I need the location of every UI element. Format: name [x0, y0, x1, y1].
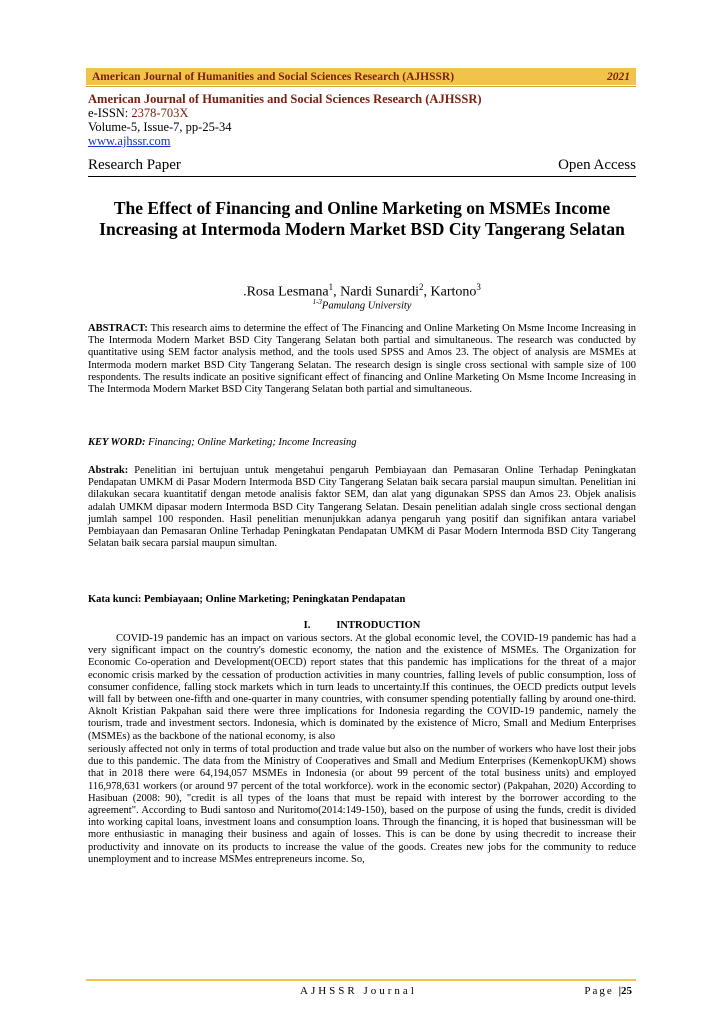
kata-kunci: Kata kunci: Pembiayaan; Online Marketing; Peningkatan Pendapatan [88, 594, 406, 605]
header-year: 2021 [607, 70, 630, 83]
abstrak [88, 465, 636, 550]
intro-paragraph-2: seriously affected not only in terms of total production and trade value but also on the number of workers who have lost their jobs due to this pandemic. The data from the Ministry of Cooperatives and Small and Medium Enterprises (KemenkopUKM) shows that in 2018 there were 64,194,057 MSMEs in Indonesia (or about 99 percent of the total business units) and employed 116,978,631 workers (or around 97 percent of the total workforce). work in the economic sector) (Pakpahan, 2020) According to Hasibuan (2008: 90), "credit is all types of the loans that must be repaid with interest by the borrower according to the agreement". According to Budi santoso and Nuritomo(2014:149-150), based on the purpose of using the funds, credit is divided into working capital loans, investment loans and consumption loans. Through the financing, it is hoped that businessman will be more enthusiastic in managing their business and again of losses. This is can be done by using thecredit to increase their productivity and innovate on its products to increase the value of the goods. Creates new jobs for the community to reduce unemployment and to increase MSMes entrepreneurs income. So, [88, 744, 636, 865]
section-heading [88, 620, 636, 631]
author-2: , Nardi Sunardi [333, 284, 420, 300]
affiliation-sup: 1-3 [312, 298, 322, 306]
meta-volume: Volume-5, Issue-7, pp-25-34 [88, 120, 232, 134]
footer-page-sep: | [618, 985, 621, 997]
journal-website-link[interactable]: www.ajhssr.com [88, 134, 171, 148]
section-title: INTRODUCTION [336, 620, 421, 631]
intro-paragraph-1: COVID-19 pandemic has an impact on various sectors. At the global economic level, the COVID-19 pandemic has had a very significant impact on the country's domestic economy, the nation and the existence of MSMEs. The Organization for Economic Co-operation and Development(OECD) report states that this pandemic has implications for the threat of a major economic crisis marked by the cessation of production activities in many countries, falling levels of public consumption, loss of consumer confidence, falling stock markets which in turn leads to uncertainty.If this continues, the OECD predicts output levels will fall by between one-fifth and one-quarter in many countries, with consumer spending potentially falling by around one-third. Aknolt Kristian Pakpahan said there were three implications for Indonesia regarding the COVID-19 pandemic, namely the tourism, trade and investment sectors. Indonesia, which is dominated by the existence of Micro, Small and Medium Enterprises (MSMEs) as the backbone of the national economy, is also [88, 633, 636, 742]
author-3-affil: 3 [476, 282, 481, 292]
abstract [88, 323, 636, 396]
abstract-label: ABSTRACT: [88, 323, 148, 334]
abstract-text: This research aims to determine the effect of The Financing and Online Marketing On Msme Income Increasing in The Intermoda Modern Market BSD City Tangerang Selatan both partial and simultaneous. The research was conducted by quantitative using SEM factor analysis method, and the tools used SPSS and Amos 23. The object of analysis are MSMEs at Intermoda modern market BSD City Tangerang Selatan. The research design is single cross sectional with sample size of 100 respondents. The results indicate an positive significant effect of financing and Online Marketing On Msme Income Increasing in The Intermoda Modern Market BSD City Tangerang Selatan both partial and simultaneous. [88, 323, 636, 396]
journal-header-band [86, 68, 636, 85]
header-divider [86, 86, 636, 87]
keywords-text: Financing; Online Marketing; Income Increasing [145, 437, 357, 448]
paper-type: Research Paper [88, 157, 181, 173]
issn-value: 2378-703X [131, 106, 189, 120]
meta-journal-name: American Journal of Humanities and Social Sciences Research (AJHSSR) [88, 92, 482, 106]
footer-page [584, 985, 632, 997]
issn-label: e-ISSN: [88, 106, 132, 120]
author-2-affil: 2 [419, 282, 424, 292]
abstrak-text: Penelitian ini bertujuan untuk mengetahui pengaruh Pembiayaan dan Pemasaran Online Terhadap Peningkatan Pendapatan UMKM di Pasar Modern Intermoda BSD City Tangerang Selatan baik secara parsial maupun simultan. Penelitian ini dilakukan secara kuantitatif dengan metode analisis faktor SEM, dan alat yang digunakan SPSS dan Amos 23. Objek analisis adalah UMKM dipasar modern Intermoda BSD City Tangerang Selatan. Desain penelitian adalah single cross sectional dengan jumlah sampel 100 responden. Hasil penelitian menunjukkan adanya pengaruh yang positif dan signifikan antara variabel Pembiayaan dan Pemasaran Online Terhadap Peningkatan Pendapatan UMKM di Pasar Modern Intermoda BSD City Tangerang Selatan baik secara parsial maupun simultan. [88, 465, 636, 550]
section-number: I. [303, 620, 311, 631]
abstrak-label: Abstrak: [88, 465, 129, 476]
meta-issn [88, 106, 636, 120]
author-1: .Rosa Lesmana [243, 284, 329, 300]
access-type: Open Access [558, 157, 636, 173]
author-1-affil: 1 [328, 282, 334, 292]
paper-type-divider [88, 176, 636, 177]
footer-divider [86, 979, 636, 981]
paper-type-row [88, 157, 636, 174]
header-journal-name: American Journal of Humanities and Social Sciences Research (AJHSSR) [92, 70, 455, 83]
paper-title: The Effect of Financing and Online Marketing on MSMEs Income Increasing at Intermoda Modern Market BSD City Tangerang Selatan [99, 198, 625, 239]
keywords-label: KEY WORD: [88, 437, 146, 448]
affiliation-text: Pamulang University [321, 300, 412, 312]
author-3: , Kartono [423, 284, 477, 300]
keywords [88, 437, 636, 449]
footer-page-number: 25 [621, 985, 632, 997]
journal-meta [88, 92, 636, 148]
footer-journal: AJHSSR Journal [300, 985, 417, 997]
footer-page-label: Page [584, 985, 614, 997]
affiliation [88, 298, 636, 312]
